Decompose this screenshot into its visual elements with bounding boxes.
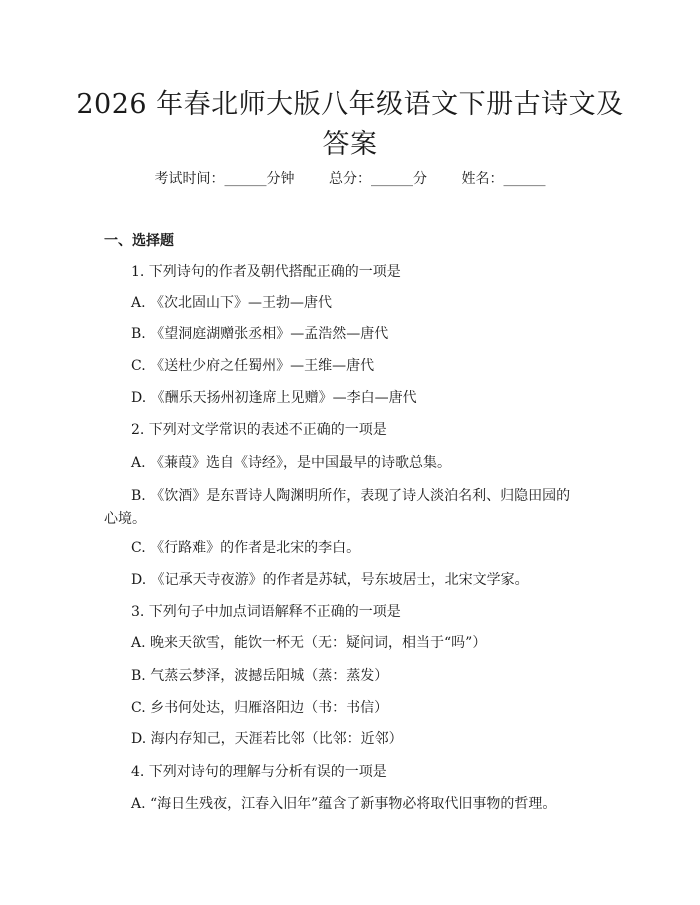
title-line-2: 答案: [322, 129, 378, 160]
exam-time: 考试时间：______分钟: [154, 171, 295, 187]
question-option: A. “海日生残夜，江春入旧年”蕴含了新事物必将取代旧事物的哲理。: [131, 796, 557, 812]
question-option: B. 气蒸云梦泽，波撼岳阳城（蒸：蒸发）: [131, 668, 389, 684]
question-option: A. 《次北固山下》—王勃—唐代: [131, 295, 333, 311]
question-stem: 1. 下列诗句的作者及朝代搭配正确的一项是: [131, 264, 401, 280]
question-option: D. 海内存知己，天涯若比邻（比邻：近邻）: [131, 731, 403, 747]
exam-name: 姓名：______: [461, 171, 546, 187]
question-option: B. 《望洞庭湖赠张丞相》—孟浩然—唐代: [131, 326, 389, 342]
question-option: C. 《送杜少府之任蜀州》—王维—唐代: [131, 358, 375, 374]
question-option: A. 晚来天欲雪，能饮一杯无（无：疑问词，相当于“吗”）: [131, 635, 487, 651]
question-stem: 2. 下列对文学常识的表述不正确的一项是: [131, 422, 387, 438]
title-line-1: 2026 年春北师大版八年级语文下册古诗文及: [76, 89, 624, 120]
section-heading: 一、选择题: [104, 233, 174, 249]
question-stem: 3. 下列句子中加点词语解释不正确的一项是: [131, 604, 401, 620]
page-title: [60, 85, 640, 165]
exam-meta: [0, 169, 700, 189]
question-option: C. 乡书何处达，归雁洛阳边（书：书信）: [131, 700, 389, 716]
question-option: D. 《酬乐天扬州初逢席上见赠》—李白—唐代: [131, 390, 417, 406]
question-stem: 4. 下列对诗句的理解与分析有误的一项是: [131, 764, 387, 780]
question-option: C. 《行路难》的作者是北宋的李白。: [131, 540, 361, 556]
exam-score: 总分：______分: [329, 171, 427, 187]
question-option: B. 《饮酒》是东晋诗人陶渊明所作，表现了诗人淡泊名利、归隐田园的心境。: [104, 488, 571, 527]
question-option: D. 《记承天寺夜游》的作者是苏轼，号东坡居士，北宋文学家。: [131, 572, 529, 588]
question-option: A. 《蒹葭》选自《诗经》，是中国最早的诗歌总集。: [131, 455, 452, 471]
